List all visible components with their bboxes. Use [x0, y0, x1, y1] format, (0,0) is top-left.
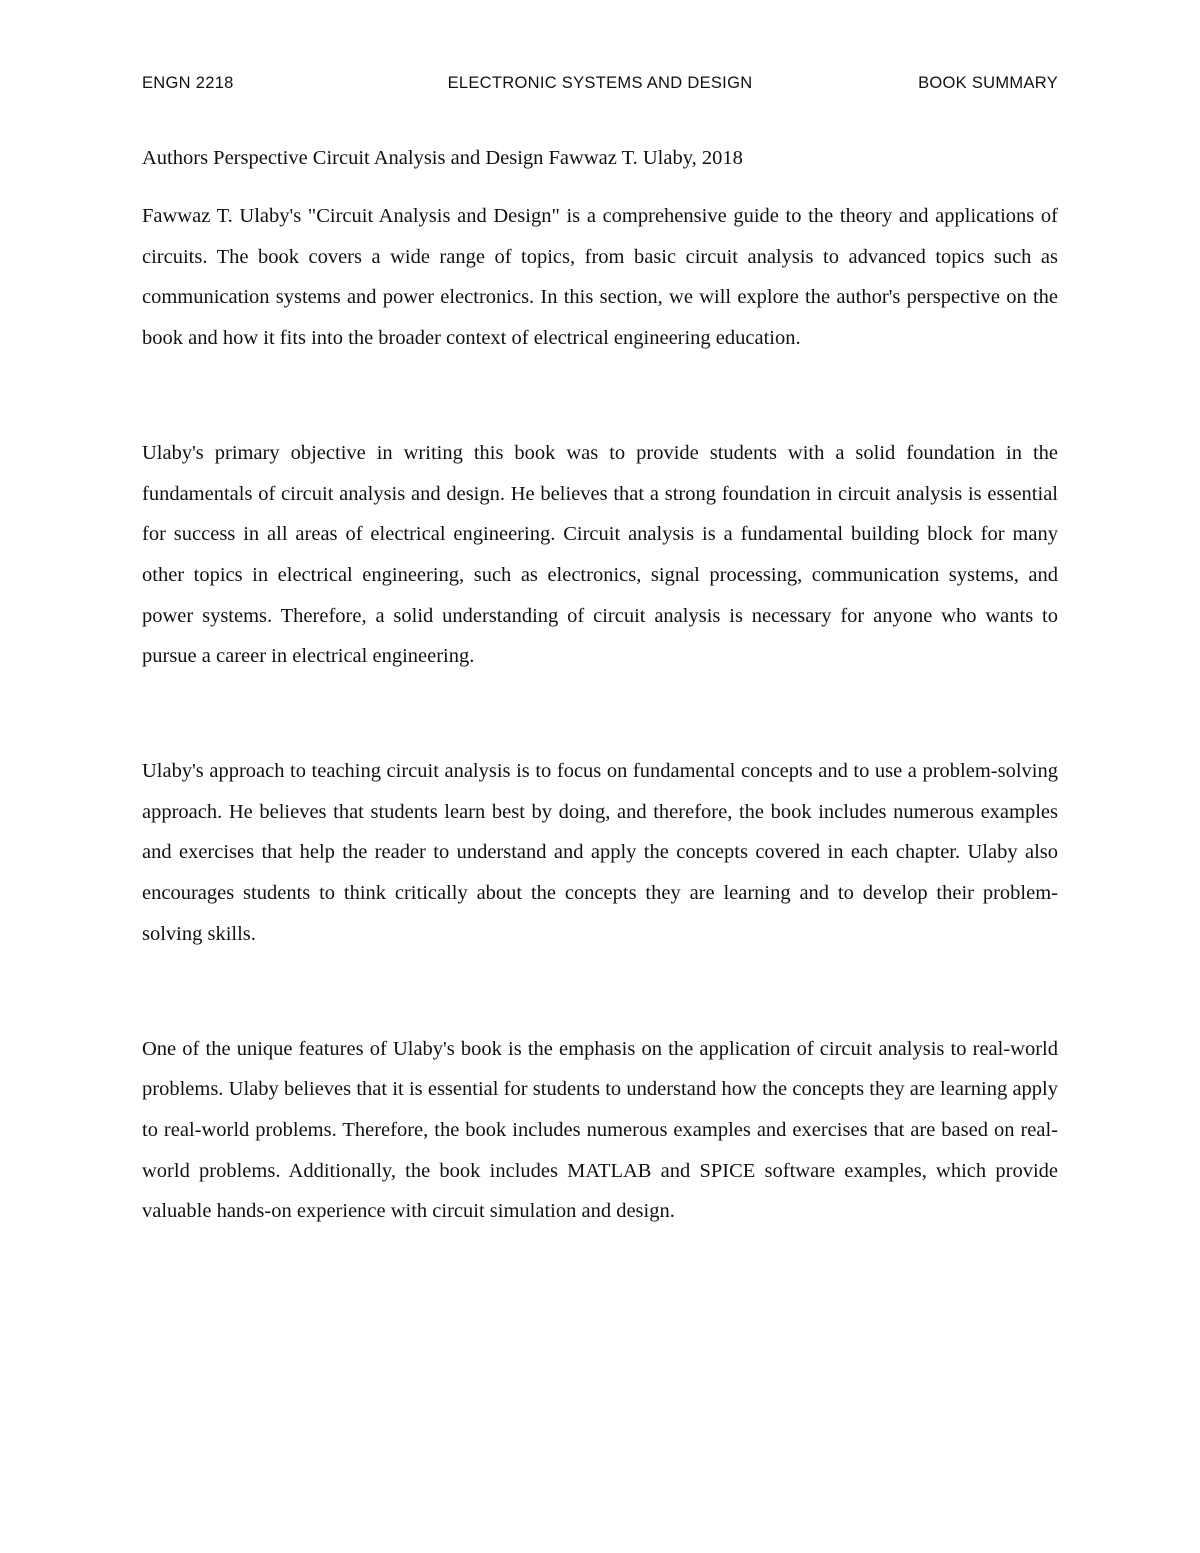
paragraph-approach: Ulaby's approach to teaching circuit analysis is to focus on fundamental concepts and to use a problem-solving approach. He believes that students learn best by doing, and therefore, the book includes numerous examples and exercises that help the reader to understand and apply the concepts covered in each chapter. Ulaby also encourages students to think critically about the concepts they are learning and to develop their problem-solving skills.: [142, 760, 1058, 945]
page-header: [142, 74, 1058, 102]
header-course-code: ENGN 2218: [142, 74, 234, 92]
paragraph-intro: Fawwaz T. Ulaby's "Circuit Analysis and Design" is a comprehensive guide to the theory and applications of circuits. The book covers a wide range of topics, from basic circuit analysis to advanced topics such as communication systems and power electronics. In this section, we will explore the author's perspective on the book and how it fits into the broader context of electrical engineering education.: [142, 205, 1058, 350]
paragraph-objective: Ulaby's primary objective in writing this book was to provide students with a solid foundation in the fundamentals of circuit analysis and design. He believes that a strong foundation in circuit analysis is essential for success in all areas of electrical engineering. Circuit analysis is a fundamental building block for many other topics in electrical engineering, such as electronics, signal processing, communication systems, and power systems. Therefore, a solid understanding of circuit analysis is necessary for anyone who wants to pursue a career in electrical engineering.: [142, 441, 1058, 668]
paragraph-unique-features: One of the unique features of Ulaby's book is the emphasis on the application of circuit analysis to real-world problems. Ulaby believes that it is essential for students to understand how the concepts they are learning apply to real-world problems. Therefore, the book includes numerous examples and exercises that are based on real-world problems. Additionally, the book includes MATLAB and SPICE software examples, which provide valuable hands-on experience with circuit simulation and design.: [142, 1037, 1058, 1223]
document-body: [142, 140, 1058, 1232]
header-doc-type: BOOK SUMMARY: [918, 74, 1058, 92]
header-course-title: ELECTRONIC SYSTEMS AND DESIGN: [447, 74, 753, 92]
document-title: Authors Perspective Circuit Analysis and Design Fawwaz T. Ulaby, 2018: [142, 147, 743, 169]
